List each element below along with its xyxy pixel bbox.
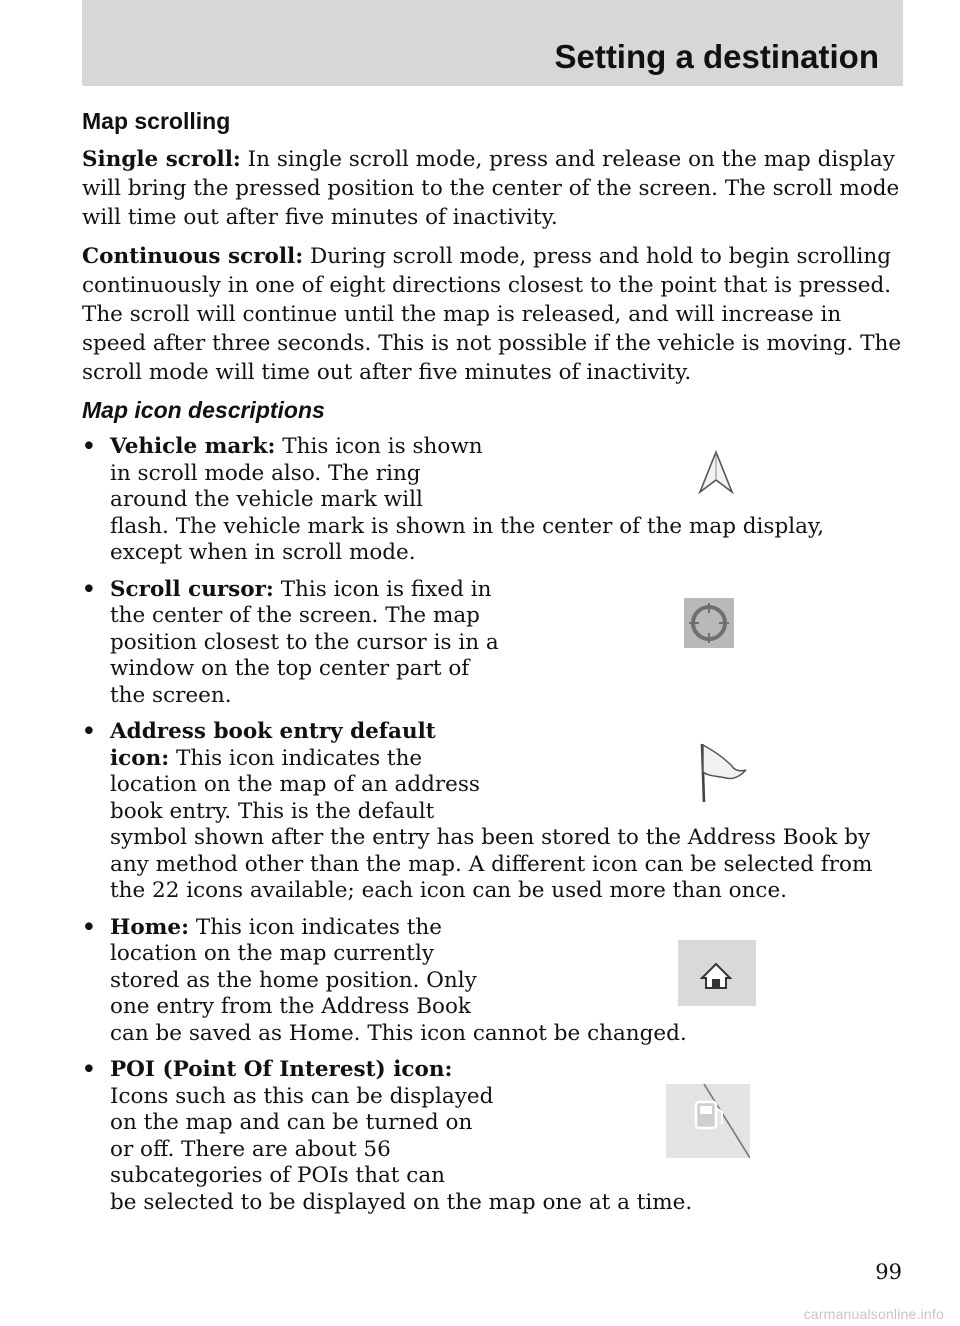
fuel-pump-icon [666,1084,750,1162]
flag-icon [696,740,748,808]
header-band [82,0,903,86]
item-text-wide: can be saved as Home. This icon cannot be changed. [110,1020,687,1046]
home-icon [678,940,756,1010]
item-label: Address book entry default icon: [110,719,436,771]
page-number: 99 [875,1260,902,1284]
item-text-wide: flash. The vehicle mark is shown in the center of the map display, except when in scroll mode. [110,513,825,565]
item-text-narrow [110,434,500,514]
content [82,108,902,1226]
bullet: • [82,434,96,459]
vehicle-mark-icon [696,450,736,500]
item-text-wide: be selected to be displayed on the map one at a time. [110,1189,693,1215]
bullet: • [82,576,96,602]
bullet: • [82,914,96,940]
item-text: Icons such as this can be displayed on the map and can be turned on or off. There are about 56 subcategories of POIs that can [110,1083,494,1188]
item-text: This icon indicates the location on the map of an address book entry. This is the default [110,745,480,824]
item-text-wide: symbol shown after the entry has been stored to the Address Book by any method other than the map. A different icon can be selected from the 22 icons available; each icon can be used more than once. [110,825,873,903]
scroll-cursor-icon [684,598,734,652]
paragraph-label: Single scroll: [82,147,241,172]
list-item-scroll-cursor [82,577,902,710]
item-label: Home: [110,914,190,940]
section-title: Map scrolling [82,108,231,134]
list-item-vehicle-mark [82,434,902,567]
list-item-home [82,915,902,1048]
item-text-narrow [110,1057,500,1190]
watermark: carmanualsonline.info [803,1306,944,1322]
bullet: • [82,1057,96,1082]
page-title: Setting a destination [554,38,879,75]
item-label: Vehicle mark: [110,434,276,459]
item-text-narrow [110,915,500,1021]
paragraph-text: During scroll mode, press and hold to begin scrolling continuously in one of eight directions closest to the point that is pressed. The scroll will continue until the map is released, and will increase in speed after three seconds. This is not possible if the vehicle is moving. The scroll mode will time out after five minutes of inactivity. [82,244,902,385]
icons-section-title: Map icon descriptions [82,397,325,423]
item-text-narrow [110,719,500,825]
item-text-narrow [110,577,500,710]
list-item-address-book [82,719,902,905]
paragraph-single-scroll [82,145,902,232]
paragraph-text: In single scroll mode, press and release on the map display will bring the pressed position to the center of the screen. The scroll mode will time out after five minutes of inactivity. [82,147,900,230]
item-label: Scroll cursor: [110,576,274,602]
item-text: This icon is shown in scroll mode also. The ring around the vehicle mark will [110,434,483,512]
list-item-poi [82,1057,902,1216]
bullet: • [82,719,96,744]
item-text: This icon is fixed in the center of the screen. The map position closest to the cursor is in a window on the top center part of the screen. [110,576,499,708]
paragraph-continuous-scroll [82,242,902,387]
paragraph-label: Continuous scroll: [82,244,304,269]
item-label: POI (Point Of Interest) icon: [110,1057,453,1082]
item-text: This icon indicates the location on the map currently stored as the home position. Only one entry from the Address Book [110,914,477,1019]
